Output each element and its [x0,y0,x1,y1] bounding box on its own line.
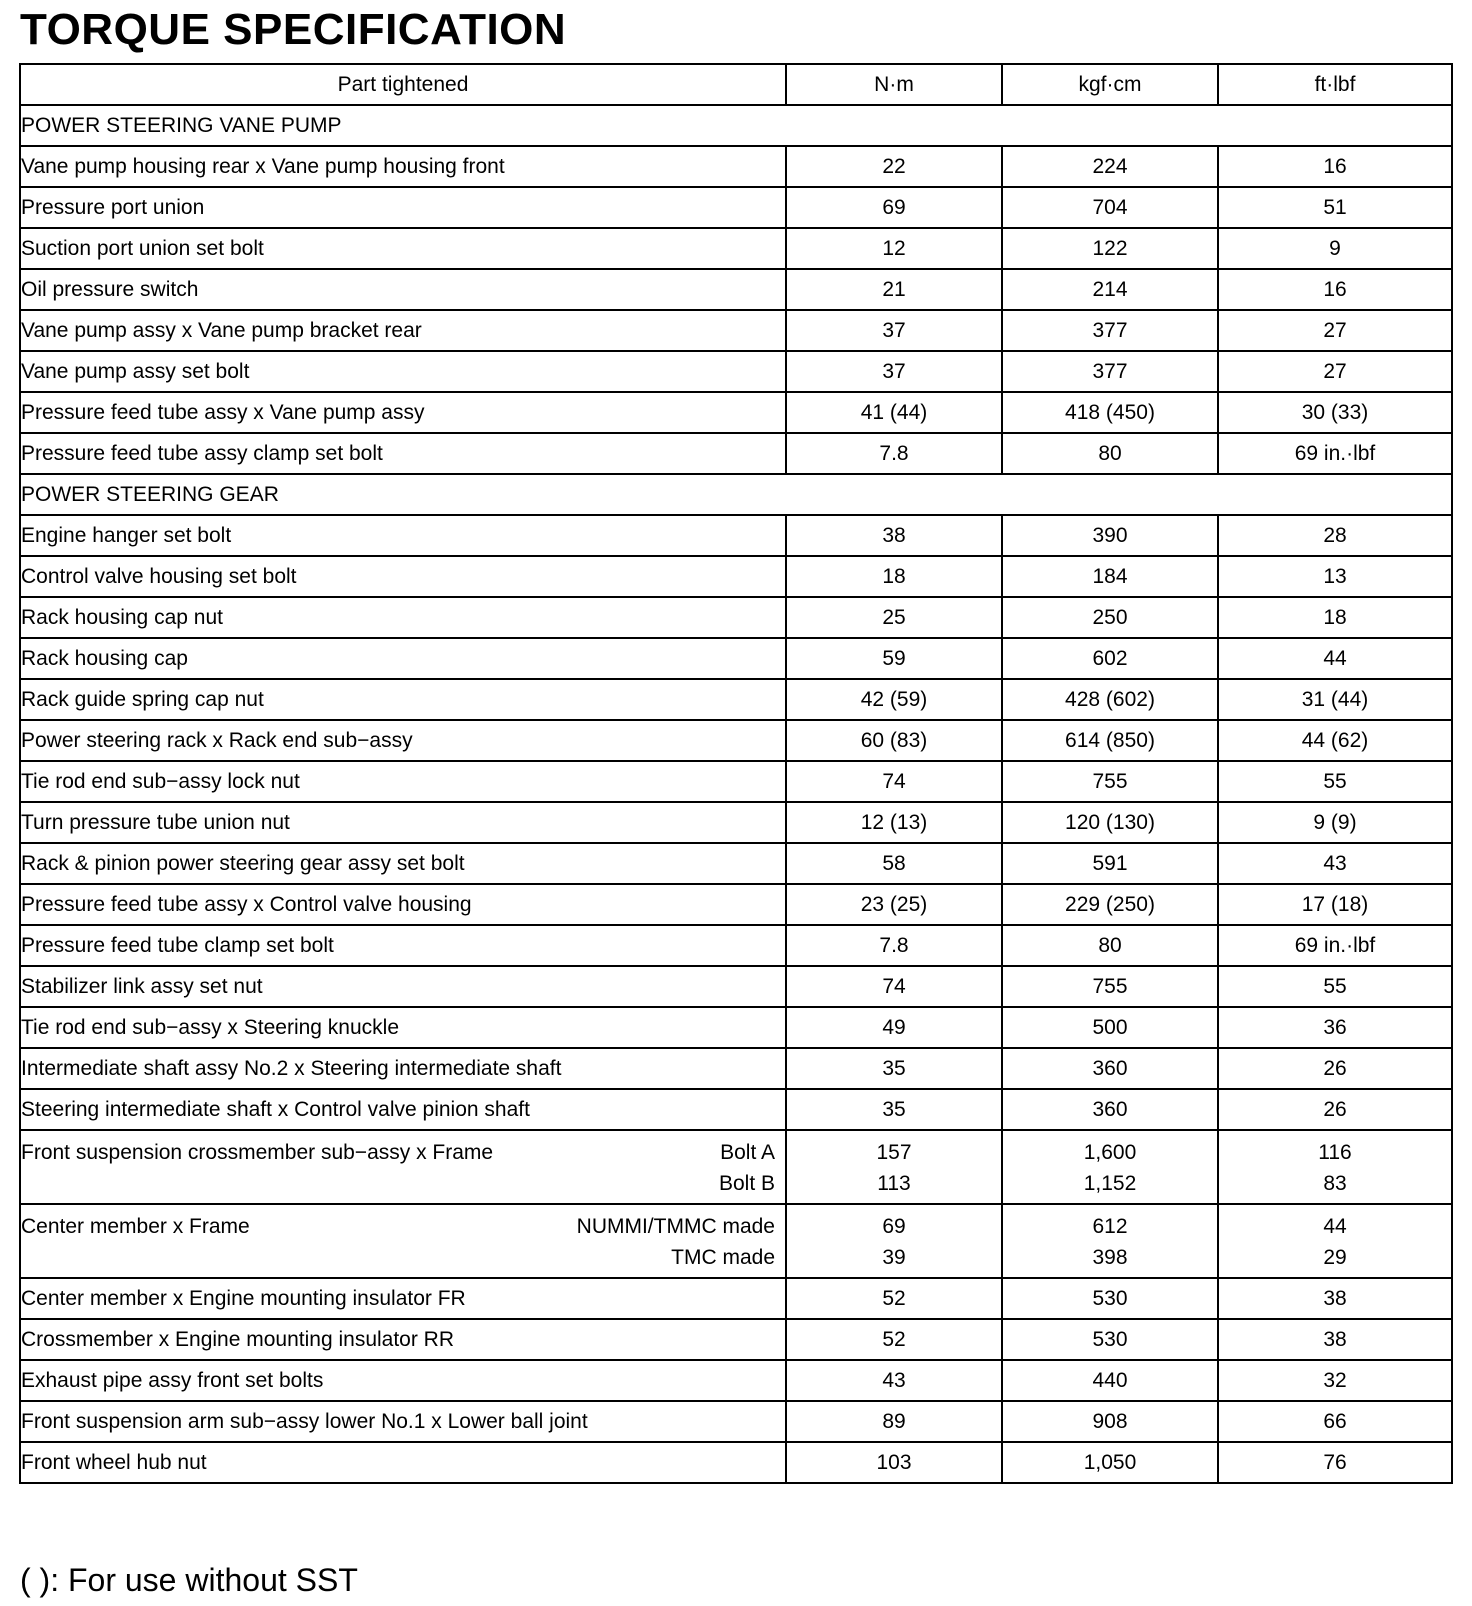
kgf-cm-value-cell: 602 [1002,638,1218,679]
part-name-cell: Exhaust pipe assy front set bolts [20,1360,786,1401]
sub-value: 116 [1318,1141,1352,1164]
sub-value: 113 [877,1172,911,1195]
part-name-cell: Rack housing cap nut [20,597,786,638]
section-row [20,105,1452,146]
nm-value-cell: 18 [786,556,1002,597]
ft-lbf-value-cell: 55 [1218,761,1452,802]
kgf-cm-value-cell: 360 [1002,1089,1218,1130]
page-title: TORQUE SPECIFICATION [20,5,567,54]
part-name-cell: Stabilizer link assy set nut [20,966,786,1007]
kgf-cm-value-cell: 440 [1002,1360,1218,1401]
ft-lbf-value-cell: 31 (44) [1218,679,1452,720]
part-name-cell: Oil pressure switch [20,269,786,310]
kgf-cm-value-cell: 530 [1002,1319,1218,1360]
sub-value: 157 [876,1141,912,1164]
part-name-cell: Steering intermediate shaft x Control valve pinion shaft [20,1089,786,1130]
ft-lbf-value-cell: 13 [1218,556,1452,597]
table-row [20,1007,1452,1048]
multi-table-row [20,1204,1452,1278]
table-row [20,802,1452,843]
table-row [20,228,1452,269]
table-row [20,884,1452,925]
nm-value-cell: 89 [786,1401,1002,1442]
ft-lbf-value-cell: 69 in.·lbf [1218,433,1452,474]
table-row [20,597,1452,638]
nm-value-cell: 58 [786,843,1002,884]
part-name-cell: Suction port union set bolt [20,228,786,269]
part-name-cell: Pressure feed tube assy clamp set bolt [20,433,786,474]
kgf-cm-value-cell: 704 [1002,187,1218,228]
sub-condition-label: TMC made [671,1246,775,1269]
nm-value-cell: 37 [786,310,1002,351]
nm-value-cell [786,1204,1002,1278]
kgf-cm-value-cell: 229 (250) [1002,884,1218,925]
table-row [20,146,1452,187]
table-row [20,1360,1452,1401]
nm-value-cell: 60 (83) [786,720,1002,761]
kgf-cm-value-cell [1002,1130,1218,1204]
part-name-cell: Vane pump housing rear x Vane pump housing front [20,146,786,187]
table-row [20,720,1452,761]
kgf-cm-value-cell: 80 [1002,433,1218,474]
ft-lbf-value-cell [1218,1204,1452,1278]
kgf-cm-value-cell: 390 [1002,515,1218,556]
kgf-cm-value-cell: 1,050 [1002,1442,1218,1483]
table-row [20,1048,1452,1089]
part-name-cell: Vane pump assy set bolt [20,351,786,392]
nm-value-cell: 103 [786,1442,1002,1483]
kgf-cm-value-cell: 184 [1002,556,1218,597]
nm-value-cell: 12 [786,228,1002,269]
nm-value-cell [786,1130,1002,1204]
table-row [20,310,1452,351]
sub-value: 29 [1323,1246,1347,1269]
sub-value: 612 [1092,1215,1128,1238]
part-name-cell: Center member x Engine mounting insulator FR [20,1278,786,1319]
nm-value-cell: 42 (59) [786,679,1002,720]
ft-lbf-value-cell: 44 (62) [1218,720,1452,761]
ft-lbf-value-cell: 32 [1218,1360,1452,1401]
nm-value-cell: 49 [786,1007,1002,1048]
part-name-cell: Pressure port union [20,187,786,228]
kgf-cm-value-cell: 908 [1002,1401,1218,1442]
ft-lbf-value-cell: 16 [1218,269,1452,310]
ft-lbf-value-cell [1218,1130,1452,1204]
sub-value: 44 [1323,1215,1347,1238]
nm-value-cell: 7.8 [786,925,1002,966]
ft-lbf-value-cell: 51 [1218,187,1452,228]
part-name-cell: Tie rod end sub−assy lock nut [20,761,786,802]
nm-value-cell: 52 [786,1278,1002,1319]
nm-value-cell: 41 (44) [786,392,1002,433]
nm-value-cell: 23 (25) [786,884,1002,925]
ft-lbf-value-cell: 38 [1218,1278,1452,1319]
kgf-cm-value-cell: 214 [1002,269,1218,310]
ft-lbf-value-cell: 38 [1218,1319,1452,1360]
nm-value-cell: 37 [786,351,1002,392]
kgf-cm-value-cell: 500 [1002,1007,1218,1048]
part-name-cell: Front suspension arm sub−assy lower No.1 x Lower ball joint [20,1401,786,1442]
table-header-row [20,64,1452,105]
ft-lbf-value-cell: 26 [1218,1048,1452,1089]
sub-value: 69 [882,1215,906,1238]
footnote: ( ): For use without SST [20,1562,358,1598]
part-name-cell: Vane pump assy x Vane pump bracket rear [20,310,786,351]
table-row [20,433,1452,474]
header-kgf-cm: kgf·cm [1002,64,1218,105]
sub-value: 398 [1092,1246,1128,1269]
ft-lbf-value-cell: 16 [1218,146,1452,187]
part-name-cell: Rack guide spring cap nut [20,679,786,720]
kgf-cm-value-cell: 122 [1002,228,1218,269]
ft-lbf-value-cell: 9 (9) [1218,802,1452,843]
section-heading: POWER STEERING GEAR [20,474,1452,515]
table-row [20,843,1452,884]
table-row [20,392,1452,433]
kgf-cm-value-cell: 360 [1002,1048,1218,1089]
ft-lbf-value-cell: 43 [1218,843,1452,884]
kgf-cm-value-cell: 224 [1002,146,1218,187]
part-name-cell: Pressure feed tube clamp set bolt [20,925,786,966]
ft-lbf-value-cell: 55 [1218,966,1452,1007]
table-row [20,679,1452,720]
sub-value: 1,152 [1083,1172,1137,1195]
kgf-cm-value-cell: 80 [1002,925,1218,966]
nm-value-cell: 7.8 [786,433,1002,474]
header-ft-lbf: ft·lbf [1218,64,1452,105]
multi-table-row [20,1130,1452,1204]
part-name-cell: Intermediate shaft assy No.2 x Steering intermediate shaft [20,1048,786,1089]
table-row [20,638,1452,679]
part-name-cell: Pressure feed tube assy x Control valve housing [20,884,786,925]
part-name-cell: Tie rod end sub−assy x Steering knuckle [20,1007,786,1048]
torque-spec-table [19,63,1453,1484]
ft-lbf-value-cell: 66 [1218,1401,1452,1442]
kgf-cm-value-cell: 614 (850) [1002,720,1218,761]
ft-lbf-value-cell: 44 [1218,638,1452,679]
ft-lbf-value-cell: 9 [1218,228,1452,269]
table-row [20,966,1452,1007]
part-name-cell: Rack housing cap [20,638,786,679]
nm-value-cell: 52 [786,1319,1002,1360]
nm-value-cell: 35 [786,1089,1002,1130]
header-part-tightened: Part tightened [20,64,786,105]
nm-value-cell: 38 [786,515,1002,556]
kgf-cm-value-cell [1002,1204,1218,1278]
kgf-cm-value-cell: 377 [1002,351,1218,392]
part-name-cell: Turn pressure tube union nut [20,802,786,843]
section-heading: POWER STEERING VANE PUMP [20,105,1452,146]
kgf-cm-value-cell: 120 (130) [1002,802,1218,843]
table-body [20,105,1452,1483]
sub-condition-label: Bolt B [718,1172,775,1195]
nm-value-cell: 22 [786,146,1002,187]
part-name-cell: Crossmember x Engine mounting insulator RR [20,1319,786,1360]
ft-lbf-value-cell: 27 [1218,310,1452,351]
table-row [20,1089,1452,1130]
kgf-cm-value-cell: 418 (450) [1002,392,1218,433]
nm-value-cell: 74 [786,761,1002,802]
table-row [20,515,1452,556]
kgf-cm-value-cell: 591 [1002,843,1218,884]
kgf-cm-value-cell: 755 [1002,761,1218,802]
kgf-cm-value-cell: 250 [1002,597,1218,638]
part-name-cell: Front wheel hub nut [20,1442,786,1483]
nm-value-cell: 43 [786,1360,1002,1401]
table-row [20,761,1452,802]
table-row [20,1319,1452,1360]
ft-lbf-value-cell: 36 [1218,1007,1452,1048]
nm-value-cell: 21 [786,269,1002,310]
table-row [20,187,1452,228]
table-row [20,351,1452,392]
ft-lbf-value-cell: 76 [1218,1442,1452,1483]
nm-value-cell: 74 [786,966,1002,1007]
nm-value-cell: 59 [786,638,1002,679]
ft-lbf-value-cell: 17 (18) [1218,884,1452,925]
part-name-cell: Rack & pinion power steering gear assy set bolt [20,843,786,884]
part-name-cell [20,1130,786,1204]
nm-value-cell: 12 (13) [786,802,1002,843]
table-row [20,1278,1452,1319]
kgf-cm-value-cell: 428 (602) [1002,679,1218,720]
header-nm: N·m [786,64,1002,105]
sub-condition-label: NUMMI/TMMC made [576,1215,775,1238]
ft-lbf-value-cell: 26 [1218,1089,1452,1130]
kgf-cm-value-cell: 377 [1002,310,1218,351]
part-name-cell [20,1204,786,1278]
table-row [20,556,1452,597]
part-name: Center member x Frame [21,1215,250,1238]
nm-value-cell: 69 [786,187,1002,228]
sub-value: 39 [882,1246,906,1269]
sub-condition-label: Bolt A [720,1141,775,1164]
section-row [20,474,1452,515]
ft-lbf-value-cell: 69 in.·lbf [1218,925,1452,966]
ft-lbf-value-cell: 28 [1218,515,1452,556]
table-row [20,1442,1452,1483]
sub-value: 1,600 [1083,1141,1137,1164]
ft-lbf-value-cell: 27 [1218,351,1452,392]
nm-value-cell: 25 [786,597,1002,638]
part-name-cell: Power steering rack x Rack end sub−assy [20,720,786,761]
nm-value-cell: 35 [786,1048,1002,1089]
table-row [20,1401,1452,1442]
part-name-cell: Pressure feed tube assy x Vane pump assy [20,392,786,433]
kgf-cm-value-cell: 755 [1002,966,1218,1007]
kgf-cm-value-cell: 530 [1002,1278,1218,1319]
part-name-cell: Engine hanger set bolt [20,515,786,556]
ft-lbf-value-cell: 30 (33) [1218,392,1452,433]
part-name: Front suspension crossmember sub−assy x Frame [21,1141,494,1164]
ft-lbf-value-cell: 18 [1218,597,1452,638]
table-row [20,925,1452,966]
part-name-cell: Control valve housing set bolt [20,556,786,597]
sub-value: 83 [1323,1172,1347,1195]
table-row [20,269,1452,310]
